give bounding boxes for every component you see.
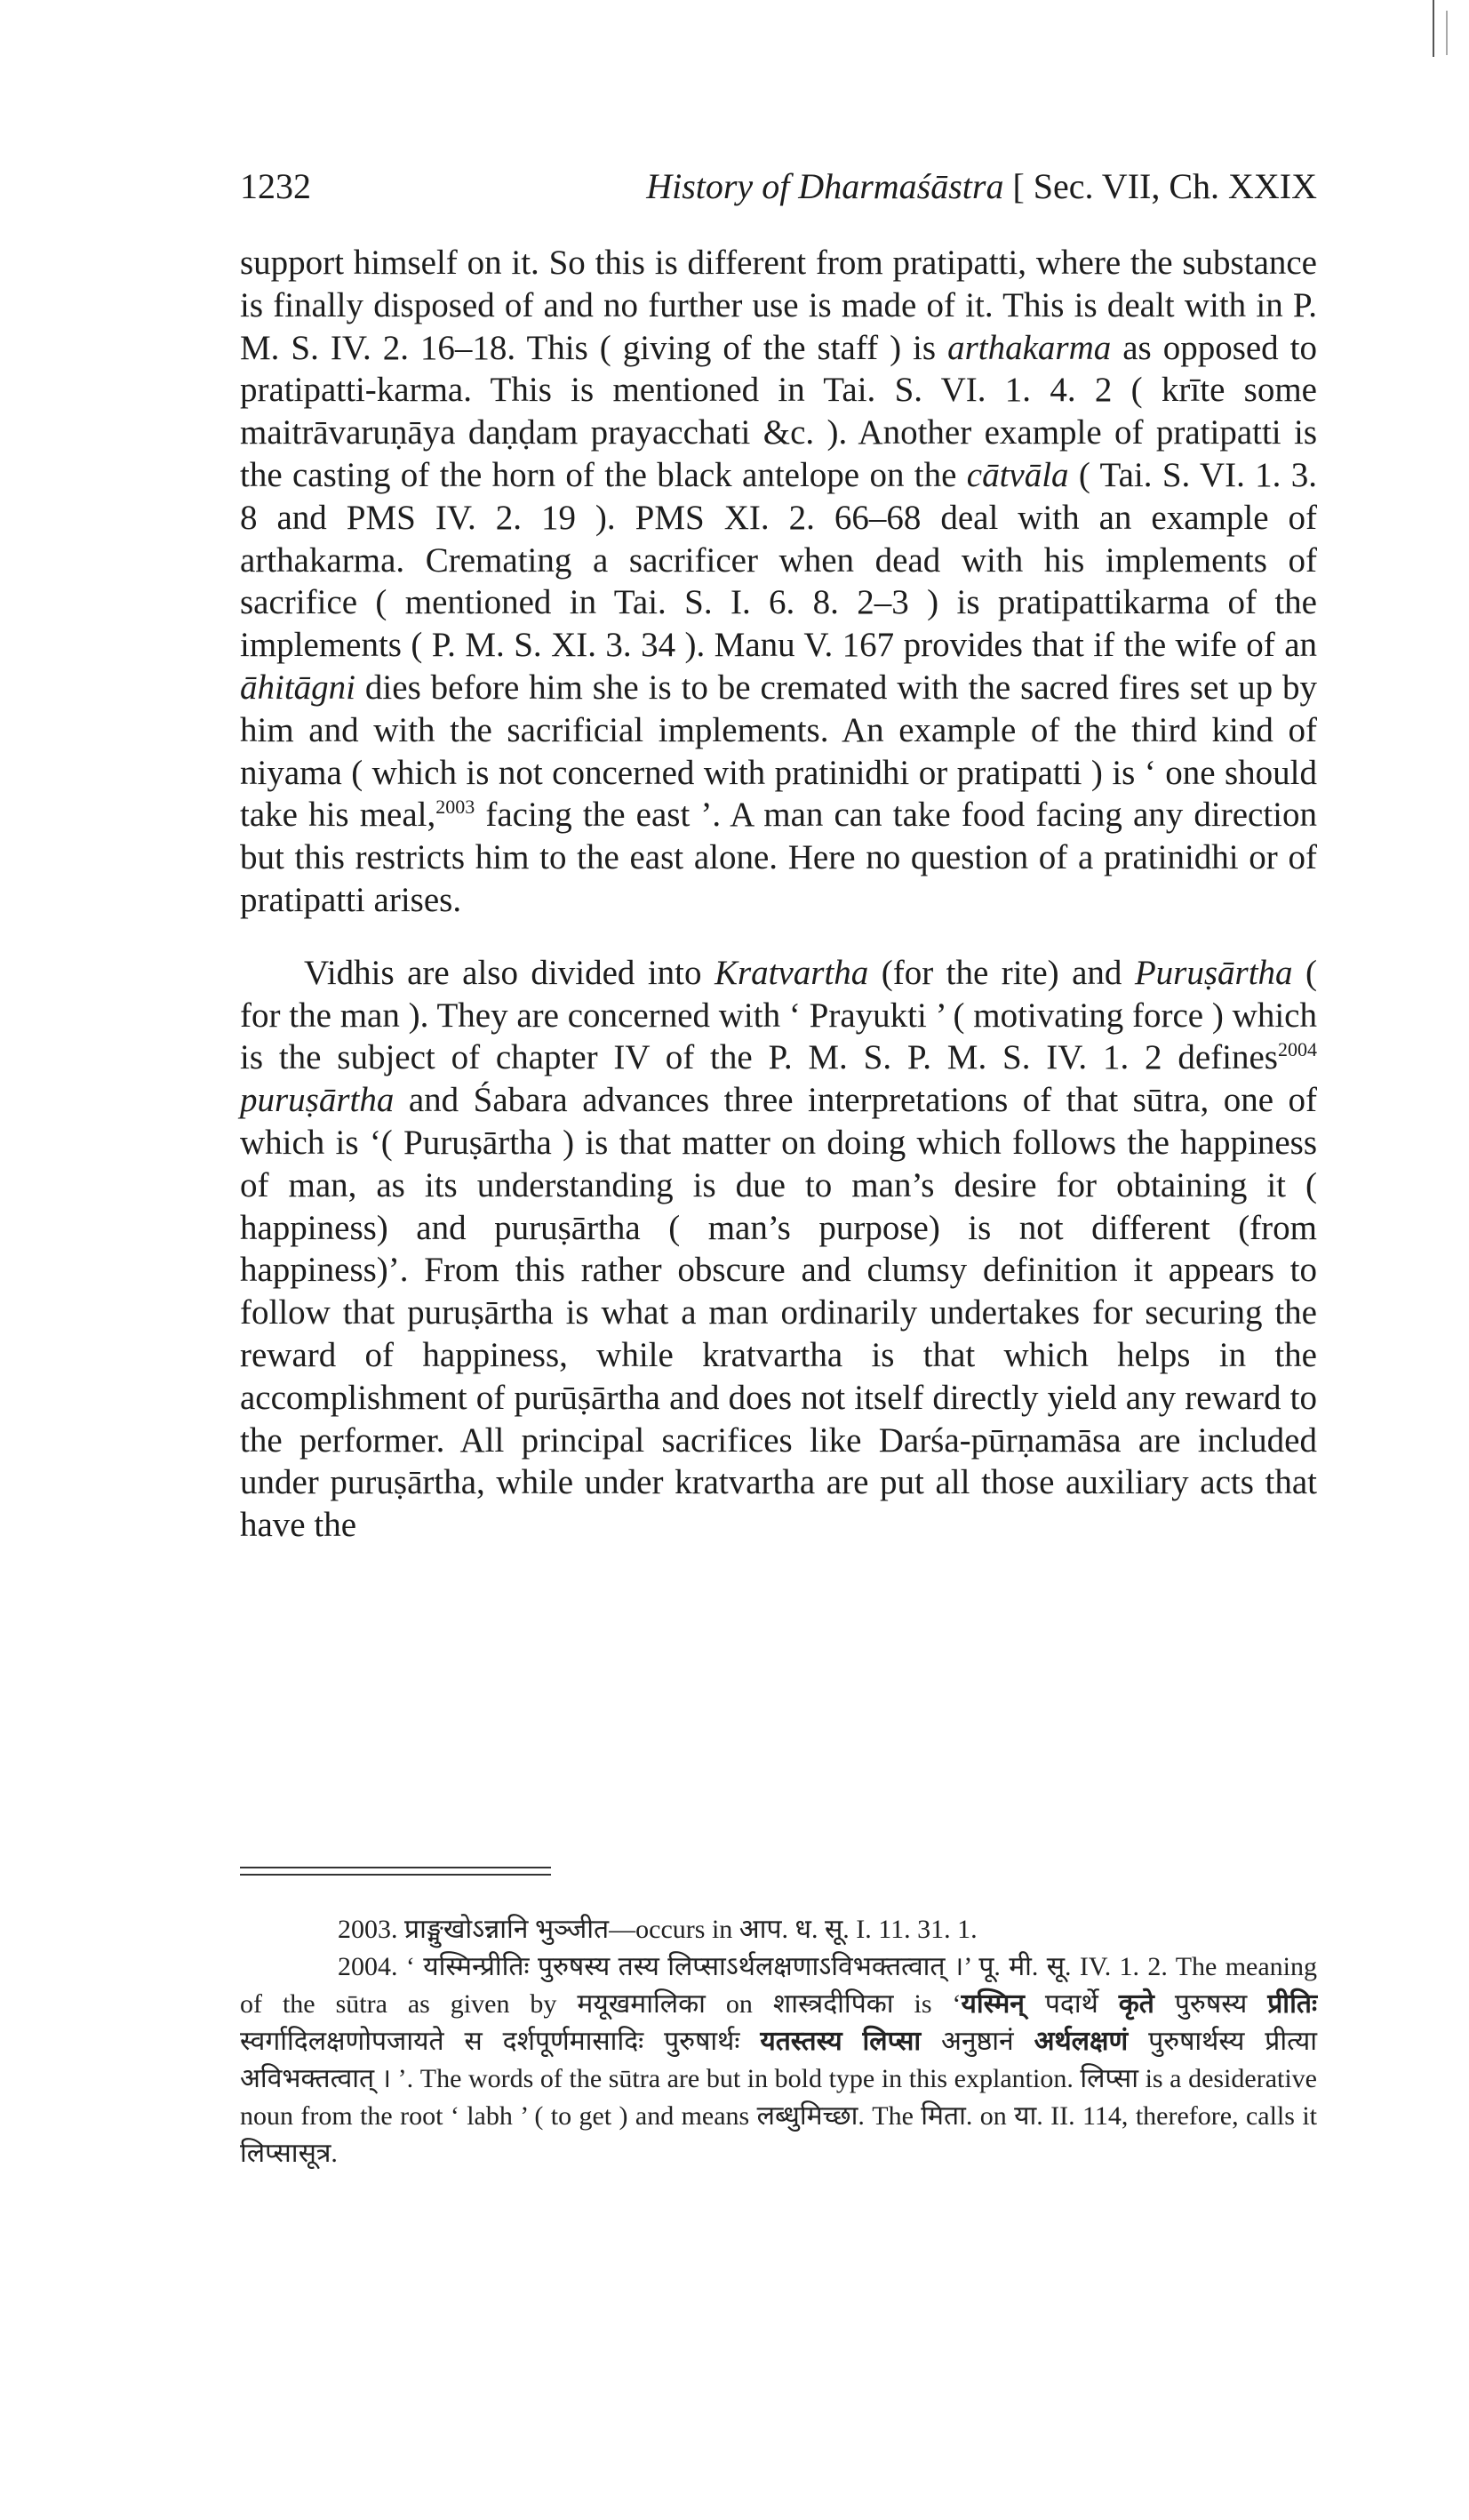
paragraph-1 [240,242,1317,922]
p2-term-purusartha-2: puruṣārtha [240,1081,395,1120]
p2-text-h: and Śabara advances three interpretations of that sūtra, one of which is ‘( Puruṣārtha ) is that matter on doing which follows the happiness of man, as its understanding is due to man’s desire for obtaining it ( happiness) and puruṣārtha ( man’s purpose) is not different (from happiness)’. From this rather obscure and clumsy definition it appears to follow that puruṣārtha is what a man ordinarily undertakes for securing the reward of happiness, while kratvartha is that which helps in the accomplishment of purūṣārtha and does not itself directly yield any reward to the performer. All principal sacrifices like Darśa-pūrṇamāsa are included under puruṣārtha, while under kratvartha are put all those auxiliary acts that have the [240,1081,1317,1545]
fn2004-bold-5: अर्थलक्षणं [1034,2027,1129,2056]
fn2004-bold-3: प्रीतिः [1267,1989,1318,2019]
section-label: [ Sec. VII, Ch. XXIX [1003,166,1317,206]
p2-term-kratvartha: Kratvartha [714,953,869,992]
p1-text-g: dies before him she is to be cremated with the sacred fires set up by him and with the sacrificial implements. An example of the third kind of niyama ( which is not concerned with pratinidhi or pratipatti ) is ‘ one should take his meal, [240,668,1317,835]
fn2004-bold-4: यतस्तस्य लिप्सा [760,2027,922,2056]
footnote-2004 [240,1948,1317,2172]
fn2004-text-c: पुरुषस्य [1154,1989,1268,2019]
p2-text-e: ( for the man ). They are concerned with ‘ Prayukti ’ ( motivating force ) which is the subject of chapter IV of the P. M. S. P. M. S. IV. 1. 2 defines [240,953,1317,1077]
main-text [240,242,1317,1547]
p1-term-ahitagni: āhitāgni [240,668,356,707]
fn2004-text-a: 2004. ‘ यस्मिन्प्रीतिः पुरुषस्य तस्य लिप्साऽर्थलक्षणाऽविभक्तत्वात् ।’ पू. मी. सू. IV. 1. 2. The meaning of the sūtra as given by मयूखमालिका on शास्त्रदीपिका is ‘ [240,1952,1317,2019]
p2-text-c: (for the rite) and [868,953,1135,992]
p1-term-arthakarma: arthakarma [947,328,1112,367]
scan-edge-mark [1433,0,1434,57]
p2-term-purusartha: Puruṣārtha [1134,953,1293,992]
paragraph-2 [240,952,1317,1547]
footnotes [240,1911,1317,2172]
page-number: 1232 [240,166,311,206]
p1-text-c: as opposed to pratipatti-karma. This is mentioned in Tai. S. VI. 1. 4. 2 ( krīte some maitrāvaruṇāya daṇḍam prayacchati &c. ). Another example of pratipatti is the casting of the horn of the black antelope on the [240,328,1317,494]
fn2004-bold-1: यस्मिन् [961,1989,1025,2019]
fn2004-bold-2: कृते [1118,1989,1154,2019]
fn2004-text-d: स्वर्गादिलक्षणोपजायते स दर्शपूर्णमासादिः पुरुषार्थः [240,2027,761,2056]
footnote-2003-text: 2003. प्राङ्मुखोऽन्नानि भुञ्जीत—occurs in आप. ध. सू. I. 11. 31. 1. [338,1915,978,1944]
running-head [646,165,1317,207]
footnote-ref-2003[interactable]: 2003 [435,796,475,819]
footnote-rule [240,1867,551,1868]
footnote-ref-2004[interactable]: 2004 [1278,1038,1317,1061]
fn2004-text-f: पुरुषार्थस्य प्रीत्या अविभक्तत्वात् । ’. The words of the sūtra are but in bold type in this explantion. लिप्सा is a desiderative noun from the root ‘ labh ’ ( to get ) and means लब्धुमिच्छा. The मिता. on या. II. 114, therefore, calls it लिप्सासूत्र. [240,2027,1318,2168]
running-header [240,165,1317,219]
p1-text-e: ( Tai. S. VI. 1. 3. 8 and PMS IV. 2. 19 ). PMS XI. 2. 66–68 deal with an example of arthakarma. Cremating a sacrificer when dead with his implements of sacrifice ( mentioned in Tai. S. I. 6. 8. 2–3 ) is pratipattikarma of the implements ( P. M. S. XI. 3. 34 ). Manu V. 167 provides that if the wife of an [240,455,1317,665]
scan-edge-mark-secondary [1446,11,1448,55]
p2-text-a: Vidhis are also divided into [304,953,715,992]
p1-text-h: facing the east ’. A man can take food facing any direction but this restricts him to the east alone. Here no question of a pratinidhi or of pratipatti arises. [240,796,1317,919]
fn2004-text-e: अनुष्ठानं [921,2027,1034,2056]
p1-term-catvala: cātvāla [966,455,1069,494]
fn2004-text-b: पदार्थे [1024,1989,1119,2019]
p1-text-a: support himself on it. So this is different from pratipatti, where the substance is finally disposed of and no further use is made of it. This is dealt with in P. M. S. IV. 2. 16–18. This ( giving of the staff ) is [240,244,1317,367]
footnote-rule-double [240,1874,551,1876]
footnote-2003 [240,1911,1317,1948]
book-title: History of Dharmaśāstra [646,166,1004,206]
